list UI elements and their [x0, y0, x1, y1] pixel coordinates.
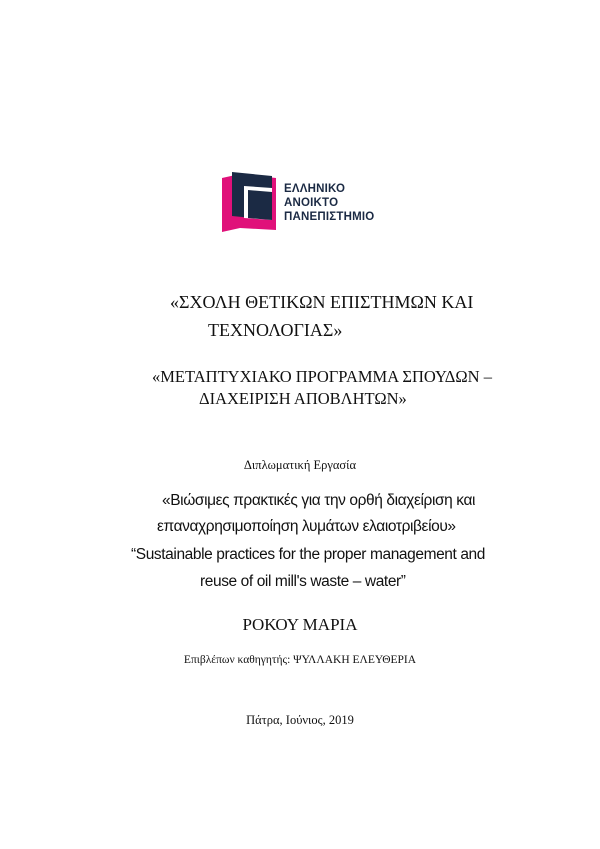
- program-name-line-2: ΔΙΑΧΕΙΡΙΣΗ ΑΠΟΒΛΗΤΩΝ»: [199, 389, 407, 408]
- place-date: Πάτρα, Ιούνιος, 2019: [246, 713, 354, 727]
- logo-mark-icon: [222, 172, 280, 234]
- university-logo: [222, 172, 382, 238]
- title-greek-line-1: «Βιώσιμες πρακτικές για την ορθή διαχείριση και: [162, 492, 476, 509]
- program-name-line-1: «ΜΕΤΑΠΤΥΧΙΑΚΟ ΠΡΟΓΡΑΜΜΑ ΣΠΟΥΔΩΝ –: [152, 367, 492, 386]
- title-english-line-2: reuse of oil mill's waste – water”: [200, 573, 406, 590]
- logo-line-1: ΕΛΛΗΝΙΚΟ: [284, 183, 346, 195]
- logo-line-2: ΑΝΟΙΚΤΟ: [284, 197, 339, 209]
- school-name-line-2: ΤΕΧΝΟΛΟΓΙΑΣ»: [208, 320, 343, 340]
- title-english-line-1: “Sustainable practices for the proper management and: [131, 546, 486, 563]
- logo-line-3: ΠΑΝΕΠΙΣΤΗΜΙΟ: [284, 211, 375, 223]
- thesis-type: Διπλωματική Εργασία: [243, 458, 357, 472]
- author-name: ΡΟΚΟΥ ΜΑΡΙΑ: [242, 615, 358, 634]
- school-name-line-1: «ΣΧΟΛΗ ΘΕΤΙΚΩΝ ΕΠΙΣΤΗΜΩΝ ΚΑΙ: [170, 292, 474, 312]
- title-greek-line-2: επαναχρησιμοποίηση λυμάτων ελαιοτριβείου»: [157, 518, 456, 535]
- supervisor: Επιβλέπων καθηγητής: ΨΥΛΛΑΚΗ ΕΛΕΥΘΕΡΙΑ: [183, 654, 417, 666]
- logo-text: [284, 182, 374, 224]
